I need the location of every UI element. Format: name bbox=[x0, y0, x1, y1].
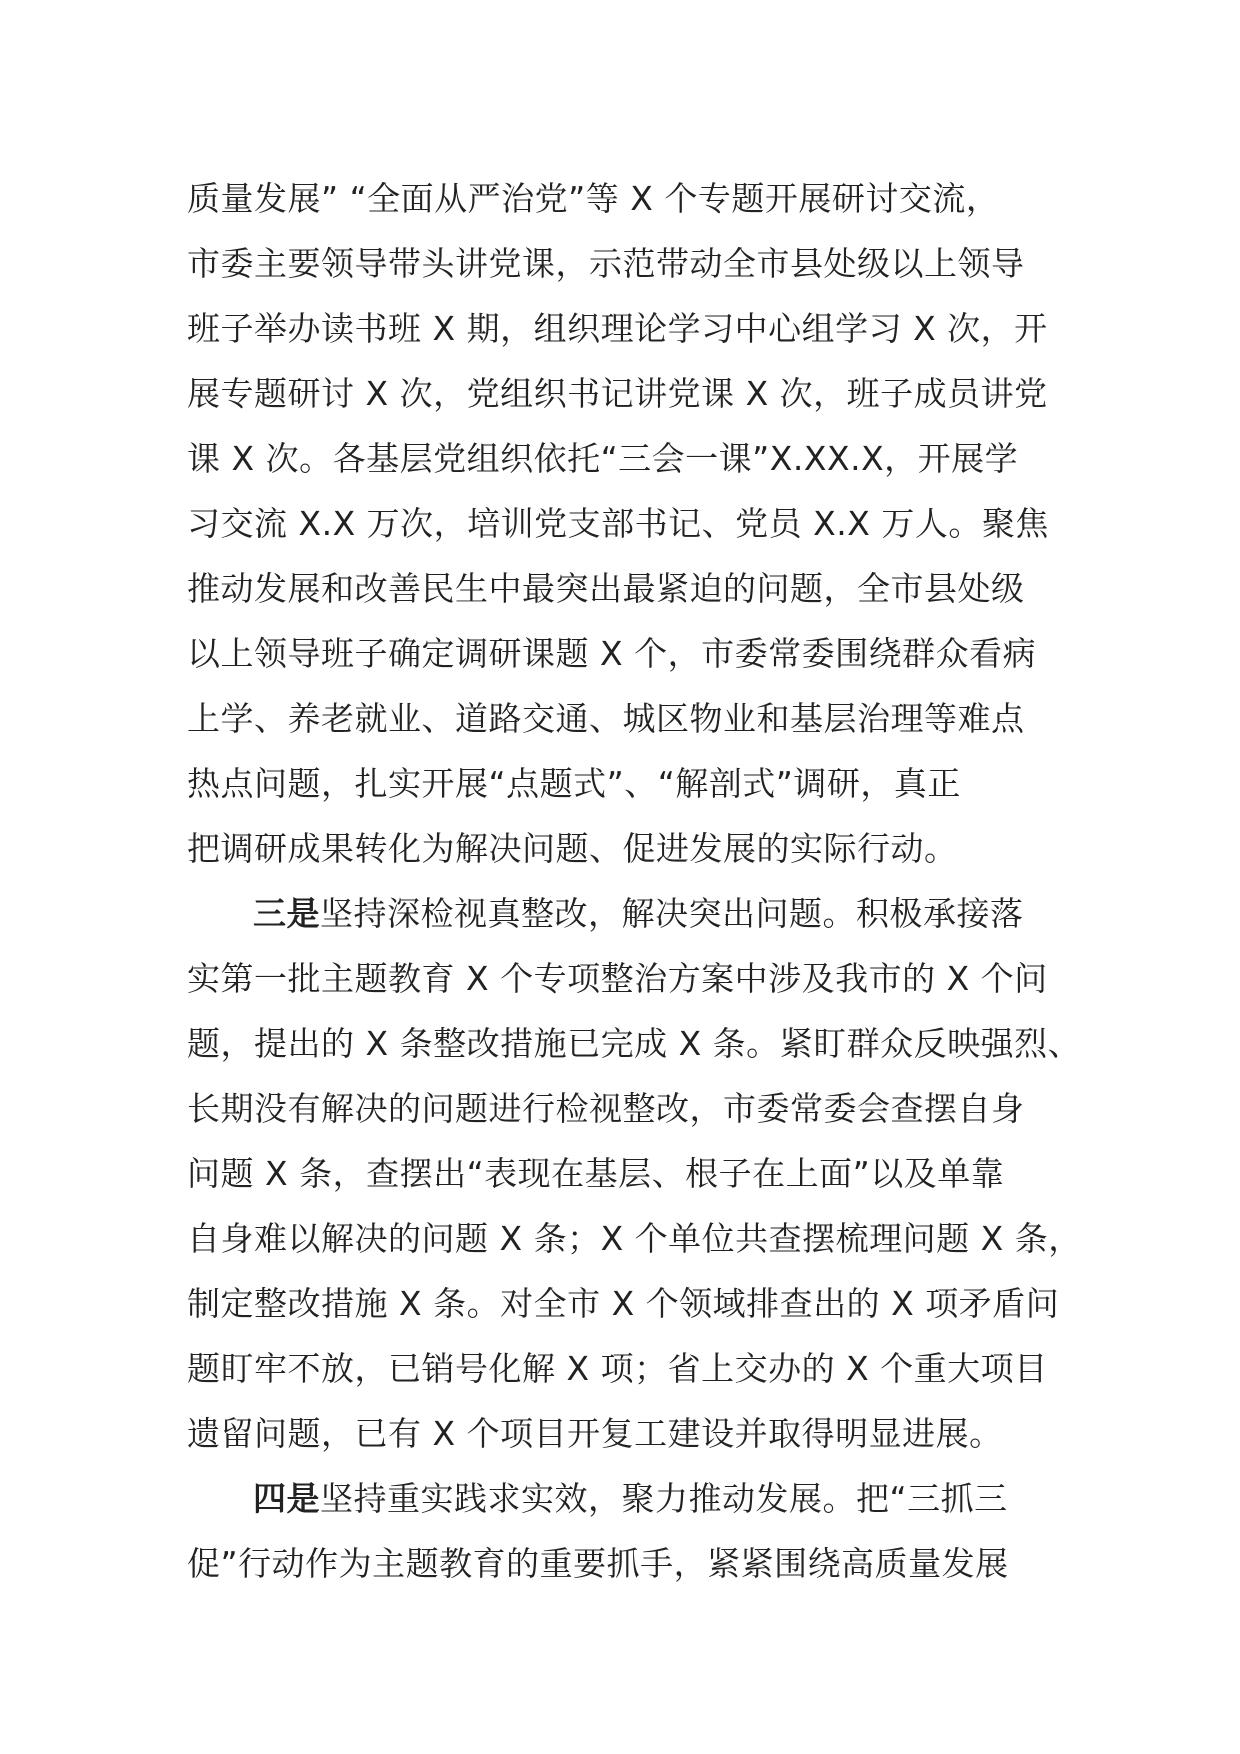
text-line: 题，提出的 X 条整改措施已完成 X 条。紧盯群众反映强烈、 bbox=[187, 1024, 1082, 1063]
text-line: 课 X 次。各基层党组织依托“三会一课”X.XX.X，开展学 bbox=[187, 439, 1019, 478]
paragraph-lead: 四是 bbox=[253, 1479, 320, 1518]
text-line: 热点问题，扎实开展“点题式”、“解剖式”调研，真正 bbox=[187, 764, 961, 803]
text-line: 习交流 X.X 万次，培训党支部书记、党员 X.X 万人。聚焦 bbox=[187, 504, 1049, 543]
text-line: 长期没有解决的问题进行检视整改，市委常委会查摆自身 bbox=[187, 1089, 1025, 1128]
text-line: 班子举办读书班 X 期，组织理论学习中心组学习 X 次，开 bbox=[187, 309, 1048, 348]
text-line: 题盯牢不放，已销号化解 X 项；省上交办的 X 个重大项目 bbox=[187, 1349, 1048, 1388]
text-line: 展专题研讨 X 次，党组织书记讲党课 X 次，班子成员讲党 bbox=[187, 374, 1048, 413]
text-line: 遗留问题，已有 X 个项目开复工建设并取得明显进展。 bbox=[187, 1414, 1003, 1453]
text-line: 以上领导班子确定调研课题 X 个，市委常委围绕群众看病 bbox=[187, 634, 1037, 673]
text-line: 质量发展” “全面从严治党”等 X 个专题开展研讨交流， bbox=[187, 179, 1000, 218]
text-line: 把调研成果转化为解决问题、促进发展的实际行动。 bbox=[187, 829, 958, 868]
text-line: 自身难以解决的问题 X 条；X 个单位共查摆梳理问题 X 条， bbox=[187, 1219, 1082, 1258]
document-body bbox=[187, 166, 1082, 1596]
text-line: 市委主要领导带头讲党课，示范带动全市县处级以上领导 bbox=[187, 244, 1025, 283]
text-line: 制定整改措施 X 条。对全市 X 个领域排查出的 X 项矛盾问 bbox=[187, 1284, 1060, 1323]
text-line: 问题 X 条，查摆出“表现在基层、根子在上面”以及单靠 bbox=[187, 1154, 1005, 1193]
text-line: 上学、养老就业、道路交通、城区物业和基层治理等难点 bbox=[187, 699, 1025, 738]
paragraph-text: 坚持重实践求实效，聚力推动发展。把“三抓三 bbox=[320, 1479, 1008, 1518]
text-line: 促”行动作为主题教育的重要抓手，紧紧围绕高质量发展 bbox=[187, 1544, 1009, 1583]
paragraph-start-line bbox=[187, 1466, 1067, 1531]
paragraph-text: 坚持深检视真整改，解决突出问题。积极承接落 bbox=[320, 894, 1024, 933]
paragraph-lead: 三是 bbox=[253, 894, 320, 933]
paragraph-start-line bbox=[187, 881, 1067, 946]
text-line: 推动发展和改善民生中最突出最紧迫的问题，全市县处级 bbox=[187, 569, 1025, 608]
text-line: 实第一批主题教育 X 个专项整治方案中涉及我市的 X 个问 bbox=[187, 959, 1048, 998]
